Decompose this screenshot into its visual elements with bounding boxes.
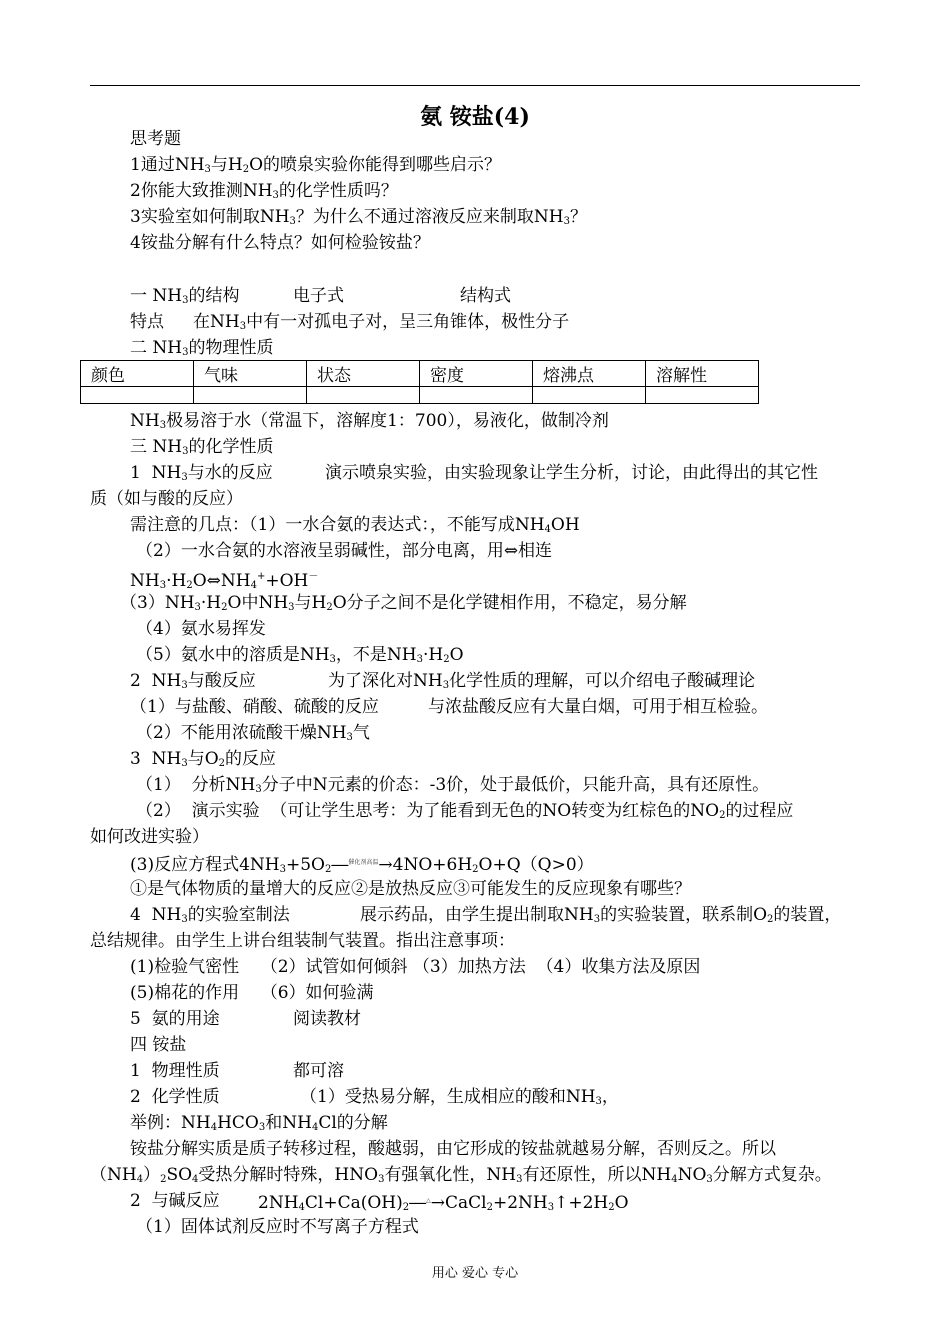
notes-line-5: （5）氨水中的溶质是$NH_3$，不是$NH_3\cdot H_2O$ — [136, 645, 464, 665]
notes-line-3: $(3)NH_3\cdot H_2O$中$NH_3$与$H_2O$分子之间不是化学键相作用，不稳定，易分解 — [120, 593, 687, 613]
lab-prep-text: 展示药品，由学生提出制取$NH_3$的实验装置，联系制$O_2$的装置， — [360, 905, 842, 925]
uses-heading: 5 氨的用途 — [130, 1009, 220, 1029]
water-reaction-text: 演示喷泉实验，由实验现象让学生分析，讨论，由此得出的其它性 — [325, 463, 818, 483]
physical-properties-table — [80, 360, 759, 404]
acid-reaction-text: 为了深化对$NH_3$化学性质的理解，可以介绍电子酸碱理论 — [328, 671, 756, 691]
lab-prep-items-2: (5)棉花的作用 （6）如何验满 — [130, 983, 374, 1003]
acid-reaction-heading: 2 $NH_3$与酸反应 — [130, 671, 256, 691]
notes-line-2: （2）一水合氨的水溶液呈弱碱性，部分电离，用⇔相连 — [136, 541, 553, 561]
table-header-cell: 颜色 — [81, 361, 194, 387]
ammonium-essence-text: 铵盐分解实质是质子转移过程，酸越弱，由它形成的铵盐就越易分解，否则反之。所以 — [130, 1139, 776, 1159]
ammonium-chemical-text: （1）受热易分解，生成相应的酸和$NH_3$， — [300, 1087, 619, 1107]
ammonium-chemical-heading: 2 化学性质 — [130, 1087, 220, 1107]
page-footer: 用心 爱心 专心 — [431, 1266, 519, 1281]
table-cell — [81, 387, 194, 404]
section-3-heading: 三 $NH_3$的化学性质 — [130, 437, 274, 457]
table-header-cell: 密度 — [420, 361, 533, 387]
table-header-cell: 熔沸点 — [533, 361, 646, 387]
uses-text: 阅读教材 — [293, 1009, 361, 1029]
ammonium-example: 举例：$NH_4HCO_3$和$NH_4Cl$的分解 — [130, 1113, 388, 1133]
oxygen-reaction-equation: (3)反应方程式$4NH_3+5O_2―^{催化剂高温}\to 4NO+6H_2O+Q(Q>0)$ — [130, 855, 594, 875]
ammonium-physical-text: 都可溶 — [293, 1061, 344, 1081]
base-reaction-heading: 2 与碱反应 — [130, 1191, 220, 1211]
table-row — [81, 387, 759, 404]
base-reaction-equation: $2NH_4Cl+Ca(OH)_2―^\triangle\to CaCl_2+2NH_3↑+2H_2O$ — [258, 1193, 629, 1213]
table-cell — [646, 387, 759, 404]
header-rule — [90, 85, 860, 86]
ammonium-physical-heading: 1 物理性质 — [130, 1061, 220, 1081]
table-cell — [420, 387, 533, 404]
ammonium-essence-text-cont: $(NH_4)_2SO_4$受热分解时特殊，$HNO_3$有强氧化性，$NH_3$有还原性，所以$NH_4NO_3$分解方式复杂。 — [90, 1165, 832, 1185]
notes-line-1: 需注意的几点：（1）一水合氨的表达式：，不能写成$NH_4OH$ — [130, 515, 580, 535]
acid-reaction-line-1: （1）与盐酸、硝酸、硫酸的反应 — [130, 697, 379, 717]
feature-label: 特点 — [130, 312, 164, 332]
ionization-equation: $NH_3\cdot H_2O\Leftrightarrow NH_4^++OH^-$ — [130, 571, 319, 591]
water-reaction-heading: 1 $NH_3$与水的反应 — [130, 463, 273, 483]
table-cell — [194, 387, 307, 404]
lab-prep-items-1: (1)检验气密性 （2）试管如何倾斜 （3）加热方法 （4）收集方法及原因 — [130, 957, 701, 977]
page-title: 氨 铵盐(4) — [420, 104, 530, 130]
section-1-heading: 一 $NH_3$的结构 — [130, 286, 240, 306]
feature-text: 在$NH_3$中有一对孤电子对，呈三角锥体，极性分子 — [193, 312, 570, 332]
table-header-cell: 状态 — [307, 361, 420, 387]
table-header-row — [81, 361, 759, 387]
acid-reaction-line-2: （2）不能用浓硫酸干燥$NH_3$气 — [136, 723, 370, 743]
water-reaction-text-cont: 质（如与酸的反应） — [90, 489, 243, 509]
lab-prep-text-cont: 总结规律。由学生上讲台组装制气装置。指出注意事项： — [90, 931, 515, 951]
lab-prep-heading: 4 $NH_3$的实验室制法 — [130, 905, 290, 925]
questions-heading: 思考题 — [130, 129, 181, 149]
structural-formula-label: 结构式 — [460, 286, 511, 306]
question-4: 4铵盐分解有什么特点？如何检验铵盐？ — [130, 233, 430, 253]
table-header-cell: 气味 — [194, 361, 307, 387]
table-cell — [533, 387, 646, 404]
oxygen-reaction-line-4: ①是气体物质的量增大的反应②是放热反应③可能发生的反应现象有哪些？ — [130, 879, 691, 899]
table-header-cell: 溶解性 — [646, 361, 759, 387]
section-4-heading: 四 铵盐 — [130, 1035, 187, 1055]
section-2-heading: 二 $NH_3$的物理性质 — [130, 338, 274, 358]
solubility-note: $NH_3$极易溶于水（常温下，溶解度1：700），易液化，做制冷剂 — [130, 411, 609, 431]
table-cell — [307, 387, 420, 404]
notes-line-4: （4）氨水易挥发 — [136, 619, 266, 639]
question-3: 3实验室如何制取$NH_3$？为什么不通过溶液反应来制取$NH_3$？ — [130, 207, 587, 227]
base-reaction-note: （1）固体试剂反应时不写离子方程式 — [136, 1217, 419, 1237]
oxygen-reaction-line-1: （1） 分析$NH_3$分子中N元素的价态：-3价，处于最低价，只能升高，具有还原性。 — [136, 775, 770, 795]
oxygen-reaction-line-2: （2） 演示实验 （可让学生思考：为了能看到无色的NO转变为红棕色的$NO_2$的过程应 — [136, 801, 794, 821]
question-2: 2你能大致推测$NH_3$的化学性质吗？ — [130, 181, 398, 201]
oxygen-reaction-heading: 3 $NH_3$与$O_2$的反应 — [130, 749, 277, 769]
question-1: 1通过$NH_3$与$H_2O$的喷泉实验你能得到哪些启示？ — [130, 155, 502, 175]
acid-reaction-line-1b: 与浓盐酸反应有大量白烟，可用于相互检验。 — [428, 697, 768, 717]
oxygen-reaction-line-2-cont: 如何改进实验） — [90, 827, 209, 847]
electron-formula-label: 电子式 — [293, 286, 344, 306]
